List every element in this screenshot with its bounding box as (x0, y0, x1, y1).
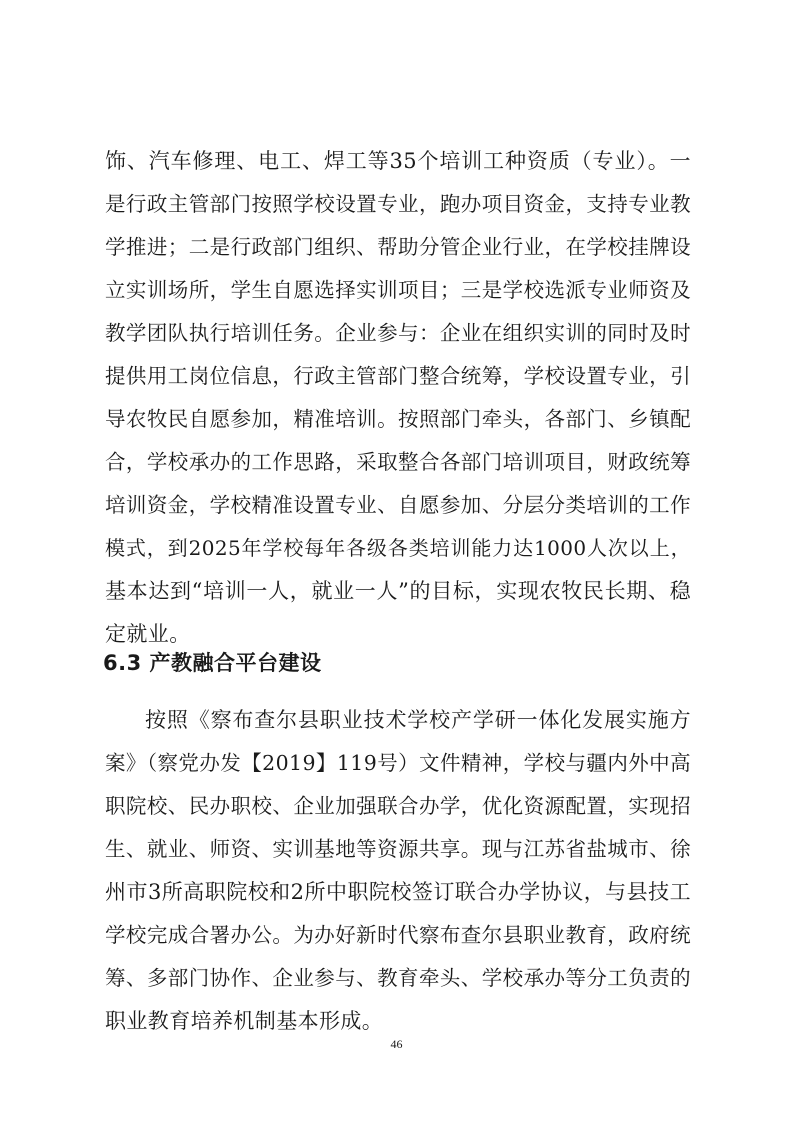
text-line: 学推进；二是行政部门组织、帮助分管企业行业，在学校挂牌设 (105, 235, 691, 259)
text-line: 模式，到2025年学校每年各级各类培训能力达1000人次以上， (105, 536, 691, 560)
text-line: 职院校、民办职校、企业加强联合办学，优化资源配置，实现招 (105, 794, 691, 818)
text-line: 教学团队执行培训任务。企业参与：企业在组织实训的同时及时 (105, 321, 691, 345)
text-line: 筹、多部门协作、企业参与、教育牵头、学校承办等分工负责的 (105, 966, 691, 990)
text-line: 定就业。 (105, 622, 191, 646)
text-line: 基本达到“培训一人，就业一人”的目标，实现农牧民长期、稳 (105, 579, 691, 603)
page-number: 46 (390, 1037, 403, 1051)
text-line: 培训资金，学校精准设置专业、自愿参加、分层分类培训的工作 (105, 493, 691, 517)
text-line: 是行政主管部门按照学校设置专业，跑办项目资金，支持专业教 (105, 192, 691, 216)
text-line: 生、就业、师资、实训基地等资源共享。现与江苏省盐城市、徐 (105, 837, 691, 861)
text-line: 导农牧民自愿参加，精准培训。按照部门牵头，各部门、乡镇配 (105, 407, 691, 431)
text-line: 州市3所高职院校和2所中职院校签订联合办学协议，与县技工 (105, 880, 691, 904)
text-line: 案》（察党办发【2019】119号）文件精神，学校与疆内外中高 (105, 751, 691, 775)
section-heading: 6.3 产教融合平台建设 (103, 651, 322, 675)
text-line: 提供用工岗位信息，行政主管部门整合统筹，学校设置专业，引 (105, 364, 691, 388)
text-line: 按照《察布查尔县职业技术学校产学研一体化发展实施方 (145, 708, 691, 732)
text-line: 合，学校承办的工作思路，采取整合各部门培训项目，财政统筹 (105, 450, 691, 474)
text-line: 立实训场所，学生自愿选择实训项目；三是学校选派专业师资及 (105, 278, 691, 302)
text-line: 职业教育培养机制基本形成。 (105, 1009, 384, 1033)
text-line: 饰、汽车修理、电工、焊工等35个培训工种资质（专业）。一 (105, 149, 691, 173)
text-line: 学校完成合署办公。为办好新时代察布查尔县职业教育，政府统 (105, 923, 691, 947)
